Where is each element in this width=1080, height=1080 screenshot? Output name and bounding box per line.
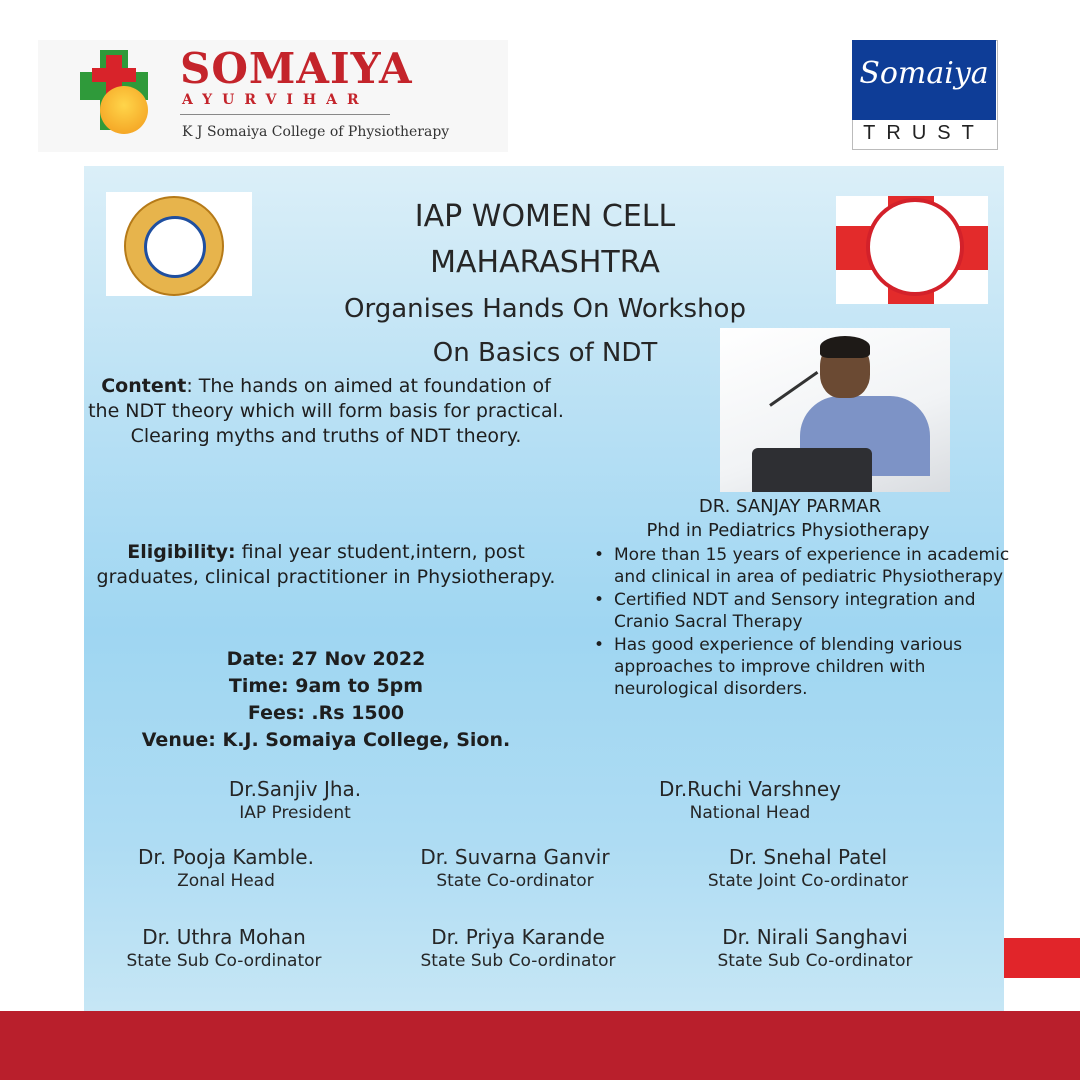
bullet-icon: • (594, 545, 605, 565)
brand-divider (180, 114, 390, 115)
person-card (96, 844, 356, 893)
person-role: Zonal Head (177, 871, 275, 891)
speaker-name: DR. SANJAY PARMAR (698, 496, 882, 517)
person-name: Dr. Pooja Kamble. (138, 845, 314, 869)
person-card (84, 924, 364, 973)
person-name: Dr.Ruchi Varshney (659, 777, 841, 801)
footer-red-tab (1004, 938, 1080, 978)
person-role: National Head (689, 803, 811, 823)
person-role: State Sub Co-ordinator (420, 951, 616, 971)
trust-word: TRUST (863, 122, 985, 144)
speaker-highlight-text: Certified NDT and Sensory integration and Cranio Sacral Therapy (614, 590, 976, 632)
speaker-degree: Phd in Pediatrics Physiotherapy (646, 520, 930, 541)
event-venue: Venue: K.J. Somaiya College, Sion. (141, 729, 511, 751)
footer-red-band (0, 1011, 1080, 1080)
red-cross-bar (92, 68, 136, 82)
eligibility-label: Eligibility: (127, 541, 236, 563)
brand-subtitle: AYURVIHAR (182, 92, 369, 108)
poster-subtitle-line2: On Basics of NDT (432, 338, 658, 368)
person-role: State Sub Co-ordinator (717, 951, 913, 971)
person-name: Dr.Sanjiv Jha. (228, 777, 362, 801)
event-time: Time: 9am to 5pm (228, 675, 424, 697)
eligibility-paragraph (86, 540, 566, 590)
person-card (672, 924, 958, 973)
content-text: : The hands on aimed at foundation of the NDT theory which will form basis for practical. Clearing myths and truths of NDT theory. (88, 375, 564, 447)
college-name: K J Somaiya College of Physiotherapy (182, 124, 450, 140)
event-date: Date: 27 Nov 2022 (226, 648, 426, 670)
event-fees: Fees: .Rs 1500 (247, 702, 405, 724)
person-name: Dr. Nirali Sanghavi (722, 925, 908, 949)
content-paragraph (86, 374, 566, 449)
person-role: State Co-ordinator (436, 871, 594, 891)
photo-hair (820, 336, 870, 358)
brand-name: SOMAIYA (180, 44, 413, 93)
speaker-highlights (594, 544, 1014, 701)
poster-title-line2: MAHARASHTRA (430, 245, 660, 280)
eligibility-text: final year student,intern, post graduates, clinical practitioner in Physiotherapy. (96, 541, 556, 588)
trust-script-text: Somaiya (859, 56, 989, 91)
bullet-icon: • (594, 635, 605, 655)
person-role: IAP President (239, 803, 351, 823)
event-details (86, 646, 566, 754)
speaker-highlight (594, 589, 1014, 633)
speaker-highlight (594, 544, 1014, 588)
photo-podium (752, 448, 872, 492)
women-cell-seal-center (144, 216, 206, 278)
person-role: State Sub Co-ordinator (126, 951, 322, 971)
bullet-icon: • (594, 590, 605, 610)
poster-title-line1: IAP WOMEN CELL (414, 199, 676, 234)
poster-subtitle-line1: Organises Hands On Workshop (344, 294, 746, 324)
person-card (160, 776, 430, 825)
speaker-highlight-text: More than 15 years of experience in academic and clinical in area of pediatric Physiotherapy (614, 545, 1010, 587)
person-card (600, 776, 900, 825)
speaker-highlight (594, 634, 1014, 700)
person-card (660, 844, 956, 893)
sun-icon (100, 86, 148, 134)
speaker-highlight-text: Has good experience of blending various approaches to improve children with neurological disorders. (614, 635, 963, 699)
person-card (380, 844, 650, 893)
person-name: Dr. Priya Karande (431, 925, 605, 949)
person-role: State Joint Co-ordinator (707, 871, 909, 891)
person-card (378, 924, 658, 973)
person-name: Dr. Uthra Mohan (142, 925, 306, 949)
content-label: Content (101, 375, 187, 397)
person-name: Dr. Suvarna Ganvir (420, 845, 610, 869)
person-name: Dr. Snehal Patel (728, 845, 888, 869)
